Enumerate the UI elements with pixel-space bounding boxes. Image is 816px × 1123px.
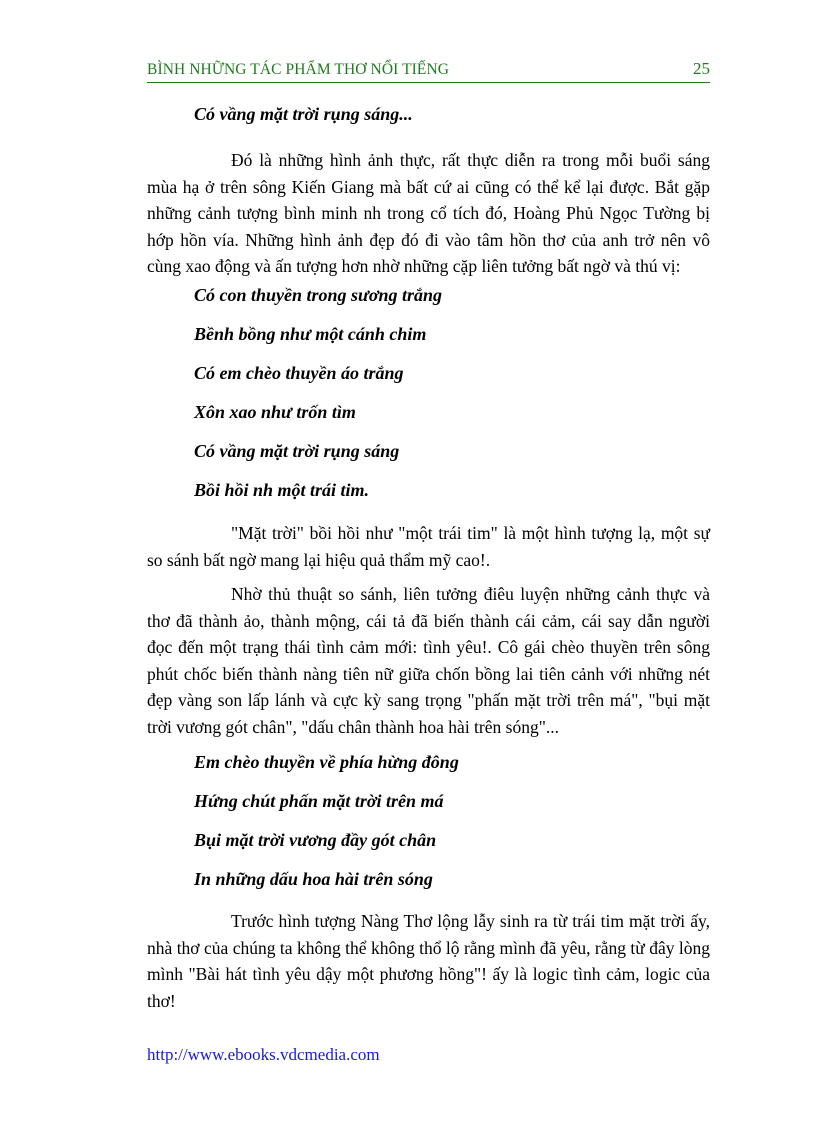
paragraph-text: "Mặt trời" bồi hồi như "một trái tim" là một hình tượng lạ, một sự so sánh bất ngờ mang lại hiệu quả thẩm mỹ cao!.: [147, 523, 710, 570]
book-title: BÌNH NHỮNG TÁC PHẨM THƠ NỔI TIẾNG: [147, 61, 450, 78]
paragraph-3: [147, 581, 710, 740]
poem-line: Bồi hồi nh một trái tim.: [194, 480, 370, 500]
paragraph-text: Đó là những hình ảnh thực, rất thực diễn ra trong mỗi buổi sáng mùa hạ ở trên sông Kiến Giang mà bất cứ ai cũng có thể kể lại được. Bắt gặp những cảnh tượng bình minh nh trong cổ tích đó, Hoàng Phủ Ngọc Tường bị hớp hồn vía. Những hình ảnh đẹp đó đi vào tâm hồn thơ của anh trở nên vô cùng xao động và ấn tượng hơn nhờ những cặp liên tưởng bất ngờ và thú vị:: [147, 150, 710, 276]
poem-line: Hứng chút phấn mặt trời trên má: [194, 791, 444, 811]
poem-line: Bụi mặt trời vương đầy gót chân: [194, 830, 437, 850]
poem-line: In những dấu hoa hài trên sóng: [194, 869, 433, 889]
verse-line: Có vầng mặt trời rụng sáng...: [194, 104, 413, 124]
poem-line: Bềnh bồng như một cánh chim: [194, 324, 427, 344]
poem-line: Em chèo thuyền về phía hừng đông: [194, 752, 459, 772]
footer-link[interactable]: http://www.ebooks.vdcmedia.com: [147, 1045, 380, 1064]
paragraph-4: [147, 908, 710, 1014]
page-number: 25: [693, 59, 710, 78]
poem-line: Có em chèo thuyền áo trắng: [194, 363, 404, 383]
paragraph-1: [147, 147, 710, 280]
poem-line: Có con thuyền trong sương trắng: [194, 285, 443, 305]
paragraph-text: Trước hình tượng Nàng Thơ lộng lẫy sinh ra từ trái tim mặt trời ấy, nhà thơ của chúng ta không thể không thổ lộ rằng mình đã yêu, rằng từ đây lòng mình "Bài hát tình yêu dậy một phương hồng"! ấy là logic tình cảm, logic của thơ!: [147, 911, 710, 1011]
paragraph-2: [147, 520, 710, 573]
poem-line: Có vầng mặt trời rụng sáng: [194, 441, 400, 461]
poem-line: Xôn xao như trốn tìm: [194, 402, 356, 422]
running-header: [147, 58, 710, 83]
paragraph-text: Nhờ thủ thuật so sánh, liên tưởng điêu luyện những cảnh thực và thơ đã thành ảo, thành mộng, cái tả đã biến thành cái cảm, cái say dẫn người đọc đến một trạng thái tình cảm mới: tình yêu!. Cô gái chèo thuyền trên sông phút chốc biến thành nàng tiên nữ giữa chốn bồng lai tiên cảnh với những nét đẹp vàng son lấp lánh và cực kỳ sang trọng "phấn mặt trời trên má", "bụi mặt trời vương gót chân", "dấu chân thành hoa hài trên sóng"...: [147, 584, 710, 737]
